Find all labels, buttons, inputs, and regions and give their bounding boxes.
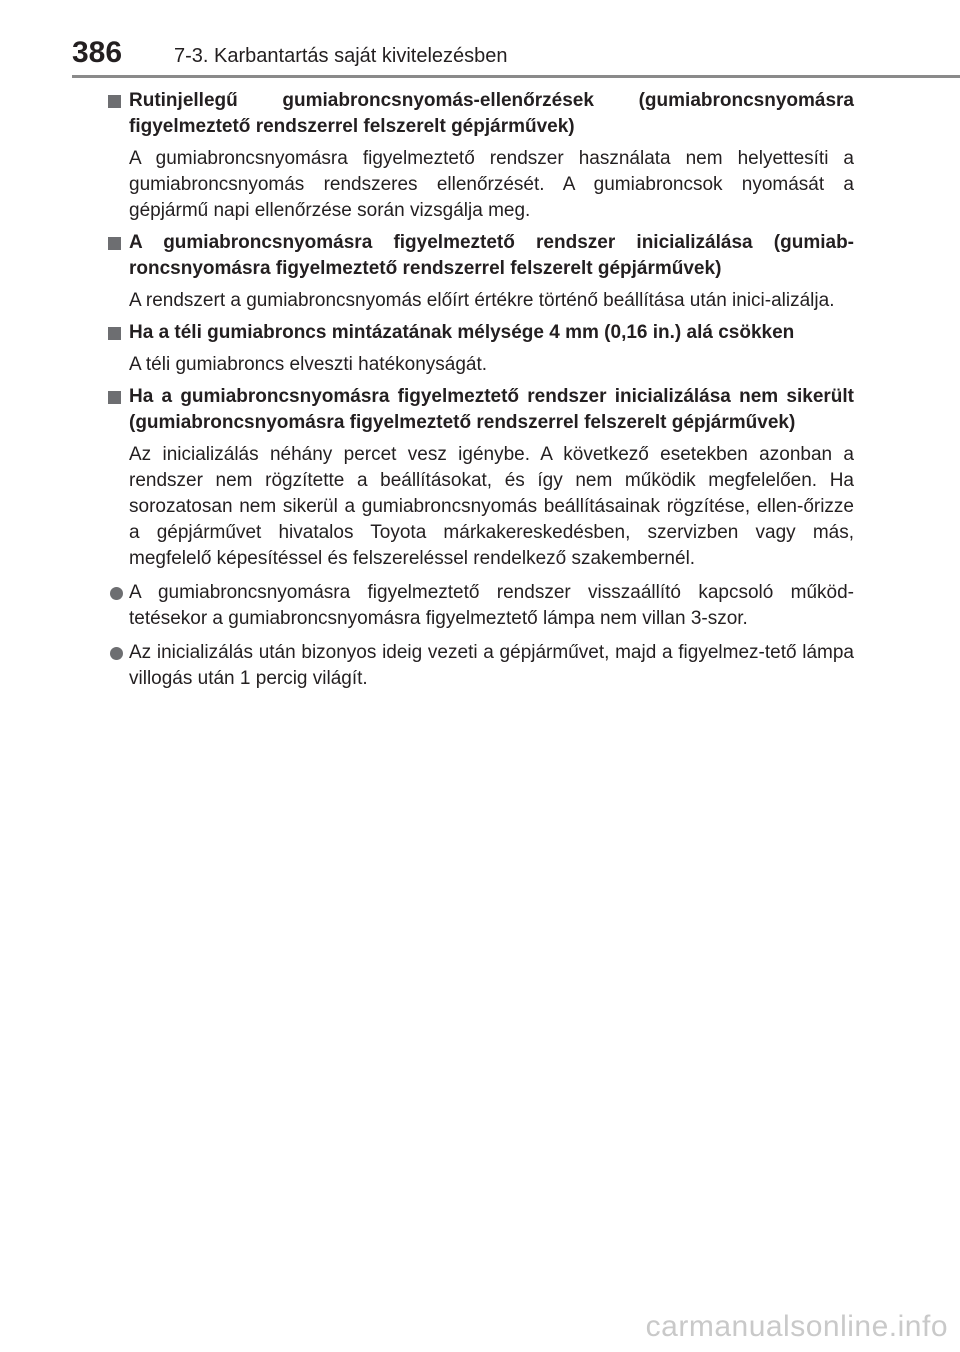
section-body: Az inicializálás néhány percet vesz igénybe. A következő esetekben azonban a rendszer nem rögzítette a beállításokat, és így nem működik megfelelően. Ha sorozatosan nem sikerül a gumiabroncsnyomás beállításainak rögzítése, ellen-őrizze a gépjárművet hivatalos Toyota márkakereskedésben, szervizben vagy más, megfelelő képesítéssel és felszereléssel rendelkező szakembernél. — [129, 444, 854, 569]
section-heading — [108, 384, 854, 436]
section-heading — [108, 88, 854, 140]
section-heading — [108, 230, 854, 282]
section-routine-checks — [108, 88, 854, 224]
watermark: carmanualsonline.info — [645, 1310, 948, 1343]
section-initialization — [108, 230, 854, 314]
chapter-title: 7-3. Karbantartás saját kivitelezésben — [174, 45, 508, 67]
square-bullet-icon — [108, 327, 121, 340]
section-heading-text: Rutinjellegű gumiabroncsnyomás-ellenőrzések (gumiabroncsnyomásra figyelmeztető rendszerrel felszerelt gépjárművek) — [129, 90, 854, 137]
section-winter-tire-depth — [108, 320, 854, 378]
section-heading — [108, 320, 854, 346]
square-bullet-icon — [108, 237, 121, 250]
circle-bullet-icon — [110, 587, 123, 600]
list-item-text: Az inicializálás után bizonyos ideig vezeti a gépjárművet, majd a figyelmez-tető lámpa villogás után 1 percig világít. — [129, 642, 854, 689]
section-body: A téli gumiabroncs elveszti hatékonyságát. — [129, 354, 488, 375]
list-item — [108, 580, 854, 632]
square-bullet-icon — [108, 391, 121, 404]
list-item — [108, 640, 854, 692]
section-body: A rendszert a gumiabroncsnyomás előírt értékre történő beállítása után inici-alizálja. — [129, 290, 835, 311]
section-heading-text: Ha a gumiabroncsnyomásra figyelmeztető rendszer inicializálása nem sikerült (gumiabroncsnyomásra figyelmeztető rendszerrel felszerelt gépjárművek) — [129, 386, 854, 433]
circle-bullet-icon — [110, 647, 123, 660]
bullet-list — [108, 580, 854, 692]
section-heading-text: Ha a téli gumiabroncs mintázatának mélysége 4 mm (0,16 in.) alá csökken — [129, 322, 795, 343]
list-item-text: A gumiabroncsnyomásra figyelmeztető rendszer visszaállító kapcsoló működ-tetésekor a gumiabroncsnyomásra figyelmeztető lámpa nem villan 3-szor. — [129, 582, 854, 629]
section-initialization-failed — [108, 384, 854, 692]
section-heading-text: A gumiabroncsnyomásra figyelmeztető rendszer inicializálása (gumiab-roncsnyomásra figyelmeztető rendszerrel felszerelt gépjárművek) — [129, 232, 854, 279]
page-content — [0, 88, 960, 700]
square-bullet-icon — [108, 95, 121, 108]
section-body: A gumiabroncsnyomásra figyelmeztető rendszer használata nem helyettesíti a gumiabroncsnyomás rendszeres ellenőrzését. A gumiabroncsok nyomását a gépjármű napi ellenőrzése során vizsgálja meg. — [129, 148, 854, 221]
page-header — [0, 0, 960, 80]
header-divider — [72, 75, 960, 78]
page-number: 386 — [72, 36, 123, 69]
